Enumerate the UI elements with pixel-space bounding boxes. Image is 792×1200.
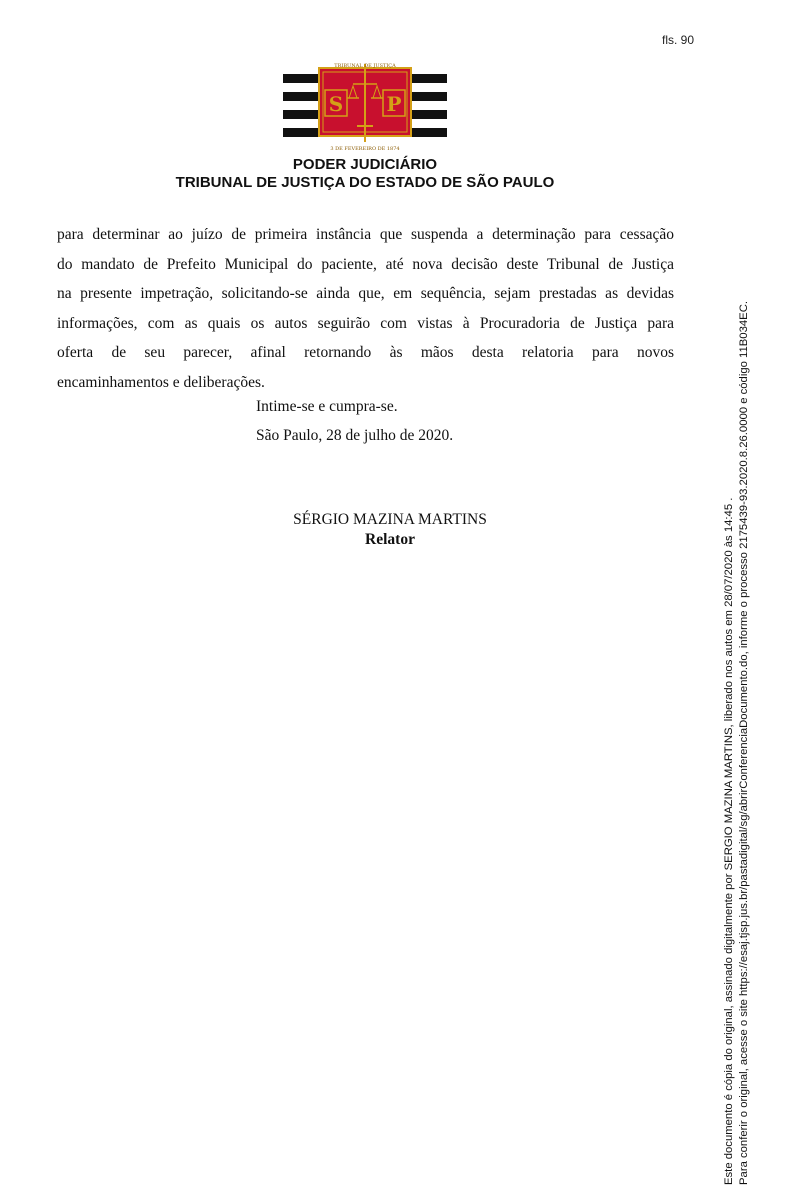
closing-order: Intime-se e cumpra-se. xyxy=(256,398,398,415)
court-emblem xyxy=(283,60,447,152)
body-line: encaminhamentos e deliberações. xyxy=(57,373,265,391)
signature-name: SÉRGIO MAZINA MARTINS xyxy=(293,511,487,528)
body-line: para determinar ao juízo de primeira instância que suspenda a determinação para cessação xyxy=(57,226,674,243)
emblem-bottom-text: 3 DE FEVEREIRO DE 1874 xyxy=(330,146,400,152)
emblem-letter-right: P xyxy=(386,92,402,116)
emblem-letter-left: S xyxy=(328,92,344,116)
court-emblem-graphic xyxy=(283,60,447,152)
signature-role: Relator xyxy=(365,531,415,548)
digital-signature-note xyxy=(722,185,751,1185)
header-line2: TRIBUNAL DE JUSTIÇA DO ESTADO DE SÃO PAULO xyxy=(175,174,555,191)
signature-block xyxy=(230,510,550,550)
document-header xyxy=(0,156,730,192)
body-paragraph xyxy=(57,220,674,397)
side-note-line2: Para conferir o original, acesse o site https://esaj.tjsp.jus.br/pastadigital/sg/abrirConferenciaDocumento.do, informe o processo 2175439-93.2020.8.26.0000 e código 11B034EC. xyxy=(737,301,750,1185)
side-note-line1: Este documento é cópia do original, assinado digitalmente por SERGIO MAZINA MARTINS, liberado nos autos em 28/07/2020 às 14:45 . xyxy=(723,497,735,1185)
header-line1: PODER JUDICIÁRIO xyxy=(292,156,438,173)
emblem-top-text: TRIBUNAL DE JUSTIÇA xyxy=(334,63,396,69)
body-line: informações, com as quais os autos seguirão com vistas à Procuradoria de Justiça para xyxy=(57,314,674,332)
body-line: na presente impetração, solicitando-se ainda que, em sequência, sejam prestadas as devidas xyxy=(57,285,674,302)
closing-date: São Paulo, 28 de julho de 2020. xyxy=(256,427,454,444)
page-number: fls. 90 xyxy=(662,33,695,47)
body-line: oferta de seu parecer, afinal retornando às mãos desta relatoria para novos xyxy=(57,344,674,361)
body-line: do mandato de Prefeito Municipal do paciente, até nova decisão deste Tribunal de Justiça xyxy=(57,255,674,273)
